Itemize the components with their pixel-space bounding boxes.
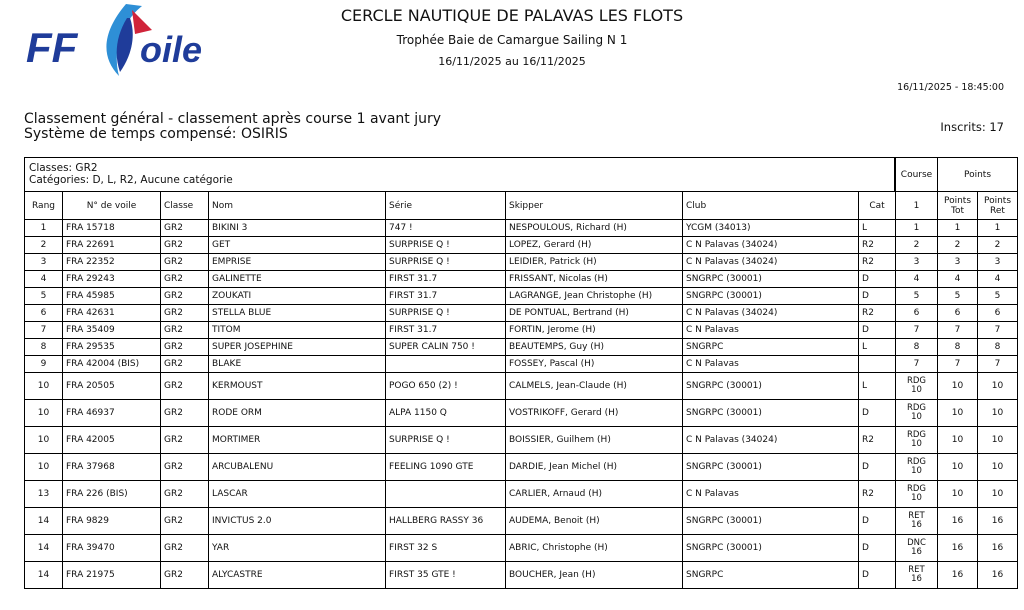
table-row [25,508,1018,535]
cell-skipper: FRISSANT, Nicolas (H) [506,271,683,288]
cell-course-1: 7 [896,322,938,339]
col-voile: N° de voile [63,192,161,220]
cell-points-ret: 2 [978,237,1018,254]
cell-points-tot: 4 [938,271,978,288]
cell-classe: GR2 [161,322,209,339]
cell-skipper: LOPEZ, Gerard (H) [506,237,683,254]
cell-nom: SUPER JOSEPHINE [209,339,386,356]
cell-skipper: NESPOULOUS, Richard (H) [506,220,683,237]
cell-skipper: AUDEMA, Benoit (H) [506,508,683,535]
cell-nom: GALINETTE [209,271,386,288]
cell-points-tot: 8 [938,339,978,356]
cell-voile: FRA 37968 [63,454,161,481]
cell-nom: YAR [209,535,386,562]
cell-voile: FRA 39470 [63,535,161,562]
cell-course-1: 1 [896,220,938,237]
cell-course-1: 5 [896,288,938,305]
cell-points-tot: 16 [938,508,978,535]
cell-course-1 [896,454,938,481]
course-points: 16 [911,547,922,557]
cell-classe: GR2 [161,339,209,356]
cell-rang: 9 [25,356,63,373]
cell-cat: D [859,271,896,288]
cell-cat: R2 [859,254,896,271]
cell-rang: 10 [25,373,63,400]
cell-club: C N Palavas (34024) [683,427,859,454]
col-serie: Série [386,192,506,220]
cell-rang: 6 [25,305,63,322]
penalty-code: RDG [906,457,927,467]
filters-box [24,157,895,191]
cell-skipper: CALMELS, Jean-Claude (H) [506,373,683,400]
cell-points-ret: 16 [978,535,1018,562]
cell-cat: R2 [859,305,896,322]
cell-skipper: FORTIN, Jerome (H) [506,322,683,339]
cell-voile: FRA 42005 [63,427,161,454]
cell-club: C N Palavas [683,322,859,339]
cell-rang: 1 [25,220,63,237]
cell-points-ret: 10 [978,373,1018,400]
cell-rang: 3 [25,254,63,271]
cell-voile: FRA 45985 [63,288,161,305]
cell-points-ret: 5 [978,288,1018,305]
cell-club: SNGRPC (30001) [683,400,859,427]
cell-serie: FIRST 31.7 [386,322,506,339]
cell-voile: FRA 9829 [63,508,161,535]
cell-cat: D [859,288,896,305]
cell-nom: RODE ORM [209,400,386,427]
penalty-code: RDG [906,430,927,440]
cell-voile: FRA 46937 [63,400,161,427]
inscrits-count: Inscrits: 17 [940,120,1004,134]
cell-skipper: BEAUTEMPS, Guy (H) [506,339,683,356]
cell-classe: GR2 [161,271,209,288]
cell-nom: LASCAR [209,481,386,508]
cell-nom: EMPRISE [209,254,386,271]
cell-cat: L [859,339,896,356]
cell-nom: MORTIMER [209,427,386,454]
table-row [25,254,1018,271]
table-row [25,356,1018,373]
cell-points-tot: 10 [938,481,978,508]
course-points: 10 [911,412,922,422]
col-points-ret: Points Ret [978,192,1018,220]
cell-classe: GR2 [161,237,209,254]
cell-cat: R2 [859,481,896,508]
course-points: 10 [911,466,922,476]
table-row [25,427,1018,454]
cell-points-tot: 5 [938,288,978,305]
cell-serie: FIRST 32 S [386,535,506,562]
cell-skipper: CARLIER, Arnaud (H) [506,481,683,508]
cell-classe: GR2 [161,220,209,237]
club-title: CERCLE NAUTIQUE DE PALAVAS LES FLOTS [340,6,684,25]
course-points: 10 [911,439,922,449]
col-club: Club [683,192,859,220]
cell-course-1 [896,427,938,454]
cell-points-tot: 16 [938,535,978,562]
cell-points-ret: 10 [978,400,1018,427]
cell-points-tot: 1 [938,220,978,237]
cell-points-ret: 4 [978,271,1018,288]
table-row [25,562,1018,589]
cell-cat: D [859,535,896,562]
cell-rang: 10 [25,454,63,481]
cell-rang: 10 [25,427,63,454]
cell-points-tot: 2 [938,237,978,254]
event-name: Trophée Baie de Camargue Sailing N 1 [396,33,628,47]
cell-voile: FRA 42004 (BIS) [63,356,161,373]
cell-nom: ZOUKATI [209,288,386,305]
cell-course-1: 6 [896,305,938,322]
course-points: 10 [911,493,922,503]
cell-voile: FRA 21975 [63,562,161,589]
cell-points-ret: 8 [978,339,1018,356]
cell-voile: FRA 226 (BIS) [63,481,161,508]
cell-rang: 4 [25,271,63,288]
cell-classe: GR2 [161,400,209,427]
cell-skipper: VOSTRIKOFF, Gerard (H) [506,400,683,427]
svg-text:FF: FF [26,24,78,71]
cell-nom: TITOM [209,322,386,339]
cell-classe: GR2 [161,288,209,305]
table-row [25,481,1018,508]
cell-points-ret: 10 [978,454,1018,481]
cell-cat: D [859,400,896,427]
table-row [25,271,1018,288]
cell-classe: GR2 [161,373,209,400]
penalty-code: RDG [906,484,927,494]
cell-nom: INVICTUS 2.0 [209,508,386,535]
cell-club: SNGRPC (30001) [683,535,859,562]
cell-course-1 [896,508,938,535]
col-course-1: 1 [896,192,938,220]
cell-voile: FRA 20505 [63,373,161,400]
cell-serie: SURPRISE Q ! [386,427,506,454]
cell-serie: FIRST 35 GTE ! [386,562,506,589]
cell-points-ret: 16 [978,562,1018,589]
cell-skipper: FOSSEY, Pascal (H) [506,356,683,373]
ranking-title: Classement général - classement après course 1 avant jury [24,111,442,127]
cell-club: YCGM (34013) [683,220,859,237]
col-cat: Cat [859,192,896,220]
cell-points-ret: 10 [978,427,1018,454]
cell-cat: R2 [859,427,896,454]
table-row [25,454,1018,481]
cell-points-ret: 7 [978,322,1018,339]
cell-rang: 14 [25,562,63,589]
cell-points-tot: 3 [938,254,978,271]
cell-rang: 14 [25,508,63,535]
cell-rang: 2 [25,237,63,254]
cell-nom: ALYCASTRE [209,562,386,589]
cell-points-tot: 16 [938,562,978,589]
cell-club: SNGRPC (30001) [683,373,859,400]
cell-course-1: 8 [896,339,938,356]
filter-classes: Classes: GR2 [29,162,98,174]
cell-course-1 [896,481,938,508]
cell-skipper: DARDIE, Jean Michel (H) [506,454,683,481]
course-points: 10 [911,385,922,395]
cell-skipper: BOISSIER, Guilhem (H) [506,427,683,454]
cell-voile: FRA 42631 [63,305,161,322]
cell-club: SNGRPC (30001) [683,271,859,288]
cell-nom: STELLA BLUE [209,305,386,322]
cell-points-ret: 1 [978,220,1018,237]
time-system: Système de temps compensé: OSIRIS [24,126,288,142]
col-course: Course [896,158,938,192]
course-points: 16 [911,574,922,584]
cell-course-1 [896,400,938,427]
cell-nom: GET [209,237,386,254]
cell-skipper: LAGRANGE, Jean Christophe (H) [506,288,683,305]
cell-nom: BLAKE [209,356,386,373]
cell-cat: D [859,562,896,589]
cell-serie: SURPRISE Q ! [386,254,506,271]
cell-points-tot: 10 [938,373,978,400]
table-row [25,535,1018,562]
table-row [25,400,1018,427]
results-rows [25,220,1018,589]
cell-serie: SURPRISE Q ! [386,237,506,254]
cell-rang: 5 [25,288,63,305]
cell-rang: 14 [25,535,63,562]
cell-nom: KERMOUST [209,373,386,400]
cell-voile: FRA 35409 [63,322,161,339]
cell-course-1 [896,535,938,562]
cell-rang: 10 [25,400,63,427]
cell-classe: GR2 [161,481,209,508]
cell-course-1: 2 [896,237,938,254]
col-skipper: Skipper [506,192,683,220]
cell-voile: FRA 22691 [63,237,161,254]
cell-club: C N Palavas [683,356,859,373]
cell-serie: 747 ! [386,220,506,237]
cell-club: C N Palavas [683,481,859,508]
cell-club: C N Palavas (34024) [683,254,859,271]
cell-voile: FRA 29243 [63,271,161,288]
cell-skipper: LEIDIER, Patrick (H) [506,254,683,271]
filter-categories: Catégories: D, L, R2, Aucune catégorie [29,174,233,186]
cell-cat: D [859,322,896,339]
col-classe: Classe [161,192,209,220]
cell-club: SNGRPC (30001) [683,508,859,535]
penalty-code: RET [908,565,925,575]
cell-serie: SUPER CALIN 750 ! [386,339,506,356]
cell-classe: GR2 [161,254,209,271]
table-row [25,220,1018,237]
cell-skipper: DE PONTUAL, Bertrand (H) [506,305,683,322]
penalty-code: RET [908,511,925,521]
cell-classe: GR2 [161,508,209,535]
cell-course-1 [896,562,938,589]
cell-serie: FEELING 1090 GTE [386,454,506,481]
cell-club: SNGRPC [683,339,859,356]
cell-voile: FRA 15718 [63,220,161,237]
table-row [25,339,1018,356]
cell-classe: GR2 [161,454,209,481]
cell-serie [386,481,506,508]
event-dates: 16/11/2025 au 16/11/2025 [438,55,586,68]
cell-classe: GR2 [161,356,209,373]
cell-serie [386,356,506,373]
cell-nom: ARCUBALENU [209,454,386,481]
cell-voile: FRA 29535 [63,339,161,356]
results-table [24,157,1018,589]
cell-points-tot: 10 [938,400,978,427]
cell-course-1 [896,373,938,400]
cell-points-tot: 7 [938,322,978,339]
col-points: Points [938,158,1018,192]
cell-points-ret: 7 [978,356,1018,373]
cell-points-tot: 10 [938,427,978,454]
cell-rang: 8 [25,339,63,356]
col-nom: Nom [209,192,386,220]
penalty-code: DNC [907,538,926,548]
cell-serie: SURPRISE Q ! [386,305,506,322]
cell-voile: FRA 22352 [63,254,161,271]
cell-nom: BIKINI 3 [209,220,386,237]
cell-cat: D [859,454,896,481]
cell-rang: 7 [25,322,63,339]
cell-skipper: ABRIC, Christophe (H) [506,535,683,562]
cell-club: SNGRPC (30001) [683,288,859,305]
cell-classe: GR2 [161,305,209,322]
penalty-code: RDG [906,403,927,413]
timestamp: 16/11/2025 - 18:45:00 [897,82,1004,93]
cell-course-1: 7 [896,356,938,373]
cell-classe: GR2 [161,562,209,589]
table-row [25,305,1018,322]
cell-cat: R2 [859,237,896,254]
col-rang: Rang [25,192,63,220]
cell-club: C N Palavas (34024) [683,237,859,254]
cell-points-ret: 10 [978,481,1018,508]
cell-cat: L [859,373,896,400]
cell-points-ret: 6 [978,305,1018,322]
cell-serie: POGO 650 (2) ! [386,373,506,400]
cell-classe: GR2 [161,535,209,562]
cell-skipper: BOUCHER, Jean (H) [506,562,683,589]
cell-course-1: 4 [896,271,938,288]
cell-club: C N Palavas (34024) [683,305,859,322]
cell-points-tot: 7 [938,356,978,373]
cell-serie: FIRST 31.7 [386,288,506,305]
cell-points-ret: 16 [978,508,1018,535]
cell-points-tot: 6 [938,305,978,322]
cell-points-tot: 10 [938,454,978,481]
cell-serie: HALLBERG RASSY 36 [386,508,506,535]
table-row [25,288,1018,305]
cell-cat [859,356,896,373]
table-row [25,322,1018,339]
col-points-tot: Points Tot [938,192,978,220]
cell-points-ret: 3 [978,254,1018,271]
cell-course-1: 3 [896,254,938,271]
cell-serie: ALPA 1150 Q [386,400,506,427]
table-row [25,373,1018,400]
cell-rang: 13 [25,481,63,508]
cell-cat: L [859,220,896,237]
cell-serie: FIRST 31.7 [386,271,506,288]
table-row [25,237,1018,254]
cell-cat: D [859,508,896,535]
penalty-code: RDG [906,376,927,386]
cell-club: SNGRPC (30001) [683,454,859,481]
cell-club: SNGRPC [683,562,859,589]
svg-text:oile: oile [140,29,203,70]
cell-classe: GR2 [161,427,209,454]
course-points: 16 [911,520,922,530]
